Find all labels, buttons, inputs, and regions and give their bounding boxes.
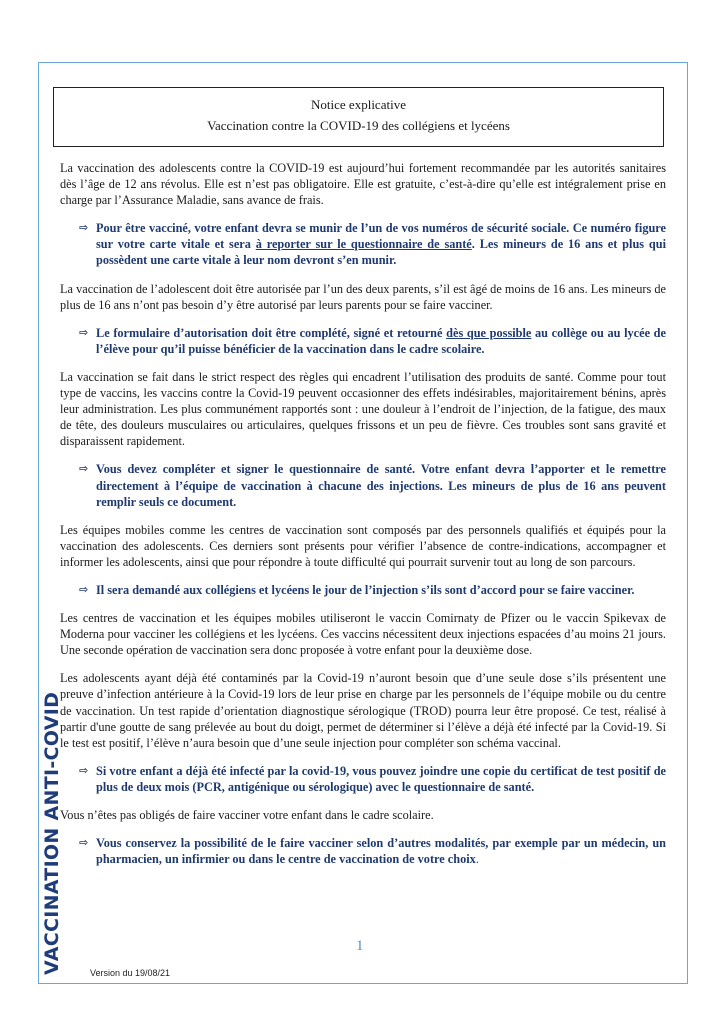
note-text: Vous conservez la possibilité de le faire vacciner selon d’autres modalités, par exemple par un médecin, un pharmacien, un infirmier ou dans le centre de vaccination de votre choix [96,836,666,867]
paragraph-vaccines: Les centres de vaccination et les équipes mobiles utiliseront le vaccin Comirnaty de Pfizer ou le vaccin Spikevax de Moderna pour vacciner les collégiens et les lycéens. Ces vaccins nécessitent deux injections espacées d’au moins 21 jours. Une seconde opération de vaccination sera donc proposée à votre enfant pour la deuxième dose. [60,611,666,658]
arrow-right-outline-icon: ⇨ [79,582,89,596]
note-text: Vous devez compléter et signer le questionnaire de santé. Votre enfant devra l’apporter et le remettre directement à l’équipe de vaccination à chacune des injections. Les mineurs de plus de 16 ans peuvent remplir seuls ce document. [96,462,666,509]
paragraph-prior-infection: Les adolescents ayant déjà été contaminés par la Covid-19 n’auront besoin que d’une seule dose s’ils présentent une preuve d’infection antérieure à la Covid-19 lors de leur prise en charge par les personnels de l’équipe mobile ou du centre de vaccination. Un test rapide d’orientation diagnostique sérologique (TROD) pourra leur être proposé. Ce test, réalisé à partir d'une goutte de sang prélevée au bout du doigt, permet de déterminer si l’élève a déjà été infecté par la Covid-19. Si le test est positif, l’élève n’aura besoin que d’une seule injection pour compléter son schéma vaccinal. [60,671,666,750]
paragraph-side-effects: La vaccination se fait dans le strict respect des règles qui encadrent l’utilisation des produits de santé. Comme pour tout type de vaccins, les vaccins contre la Covid-19 peuvent occasionner des effets indésirables, majoritairement bénins, après leur administration. Les plus communément rapportés sont : une douleur à l’endroit de l’injection, de la fatigue, des maux de tête, des douleurs musculaires ou articulaires, quelques frissons et un peu de fièvre. Ces troubles sont sans gravité et disparaissent rapidement. [60,369,666,449]
paragraph-mobile-teams: Les équipes mobiles comme les centres de vaccination sont composés par des personnels qualifiés et équipés pour la vaccination des adolescents. Ces derniers sont présents pour vérifier l’absence de contre-indications, accompagner et informer les adolescents, ainsi que pour répondre à toute difficulté qui pourrait survenir tout au long de son parcours. [60,522,666,569]
note-text: au collège ou au lycée de l’élève pour qu’il puisse bénéficier de la vaccination dans le cadre scolaire. [96,325,666,356]
note-social-security [60,220,666,268]
note-text: Il sera demandé aux collégiens et lycéens le jour de l’injection s’ils sont d’accord pour se faire vacciner. [96,582,635,597]
document-body [60,160,666,879]
note-test-certificate [60,763,666,795]
arrow-right-outline-icon: ⇨ [79,325,89,339]
note-underlined: à reporter sur le questionnaire de santé [255,237,472,252]
arrow-right-outline-icon: ⇨ [79,836,89,850]
arrow-right-outline-icon: ⇨ [79,763,89,777]
note-text: . Les mineurs de 16 ans et plus qui possèdent une carte vitale à leur nom devront s’en munir. [96,237,667,268]
note-other-options [60,835,666,867]
page-number: 1 [356,938,364,954]
arrow-right-outline-icon: ⇨ [79,462,89,476]
paragraph-authorization: La vaccination de l’adolescent doit être autorisée par l’un des deux parents, s’il est âgé de moins de 16 ans. Les mineurs de plus de 16 ans n’ont pas besoin d’y être autorisé par leurs parents pour se faire vacciner. [60,281,666,312]
note-consent [60,582,666,598]
side-label: VACCINATION ANTI-COVID [41,691,63,975]
notice-title: Notice explicative [311,97,406,112]
note-underlined: dès que possible [446,325,532,340]
notice-subtitle: Vaccination contre la COVID-19 des collégiens et lycéens [207,118,510,133]
paragraph-not-mandatory: Vous n’êtes pas obligés de faire vacciner votre enfant dans le cadre scolaire. [60,808,434,822]
note-text: Si votre enfant a déjà été infecté par la covid-19, vous pouvez joindre une copie du certificat de test positif de plus de deux mois (PCR, antigénique ou sérologique) avec le questionnaire de santé. [96,763,666,794]
note-health-questionnaire [60,461,666,509]
note-text: Le formulaire d’autorisation doit être complété, signé et retourné [96,325,447,340]
note-authorization-form [60,325,666,357]
note-period: . [475,852,479,867]
version-label: Version du 19/08/21 [90,968,171,978]
note-text: Pour être vacciné, votre enfant devra se munir de l’un de vos numéros de sécurité sociale. Ce numéro figure sur votre carte vitale et sera [96,221,666,252]
arrow-right-outline-icon: ⇨ [79,221,89,235]
paragraph-intro: La vaccination des adolescents contre la COVID-19 est aujourd’hui fortement recommandée par les autorités sanitaires dès l’âge de 12 ans révolus. Elle est n’est pas obligatoire. Elle est gratuite, c’est-à-dire qu’elle est intégralement prise en charge par l’Assurance Maladie, sans avance de frais. [60,161,666,208]
title-box [53,87,664,147]
